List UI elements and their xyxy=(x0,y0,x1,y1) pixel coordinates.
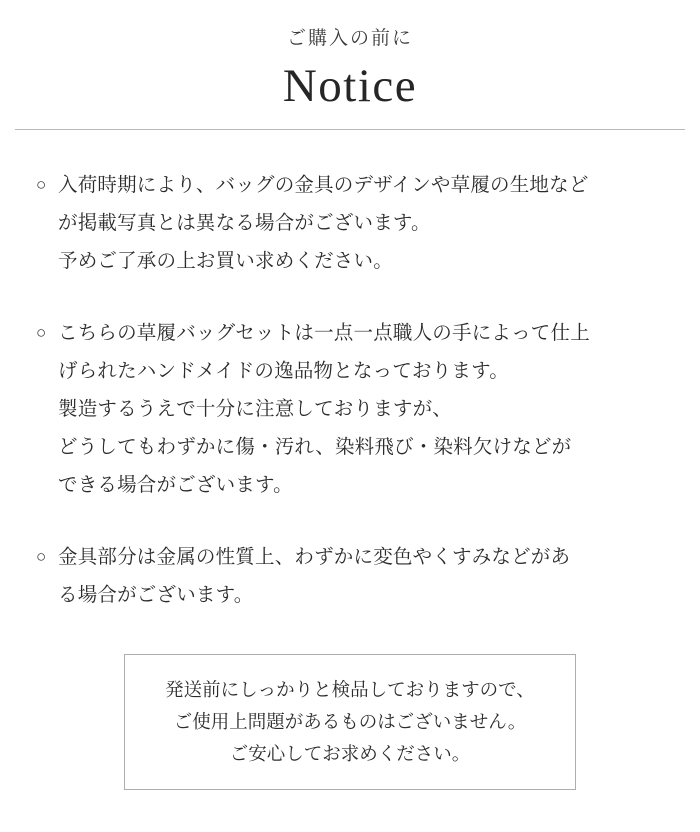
notice-line: る場合がございます。 xyxy=(58,584,254,607)
notice-line: げられたハンドメイドの逸品物となっております。 xyxy=(58,360,509,383)
assurance-line: ご安心してお求めください。 xyxy=(229,743,471,764)
assurance-box xyxy=(124,654,576,790)
circle-bullet-icon: ○ xyxy=(36,175,47,195)
header-divider xyxy=(15,129,685,130)
circle-bullet-icon: ○ xyxy=(36,323,47,343)
notice-line: 予めご了承の上お買い求めください。 xyxy=(58,250,393,273)
notice-line: 金具部分は金属の性質上、わずかに変色やくすみなどがあ xyxy=(58,546,571,569)
notice-line: どうしてもわずかに傷・汚れ、染料飛び・染料欠けなどが xyxy=(58,436,572,459)
notice-text xyxy=(58,538,656,614)
notice-line: が掲載写真とは異なる場合がございます。 xyxy=(58,212,431,235)
notice-line: 製造するうえで十分に注意しておりますが、 xyxy=(58,398,453,421)
header-subtitle: ご購入の前に xyxy=(286,28,413,49)
list-item xyxy=(36,538,656,614)
assurance-line: ご使用上問題があるものはございません。 xyxy=(173,711,527,732)
notice-text xyxy=(58,314,656,504)
notice-line: こちらの草履バッグセットは一点一点職人の手によって仕上 xyxy=(58,322,590,345)
list-item xyxy=(36,166,656,280)
notice-list xyxy=(36,166,656,614)
assurance-line: 発送前にしっかりと検品しておりますので、 xyxy=(165,679,535,700)
notice-text xyxy=(58,166,656,280)
page-header xyxy=(0,0,700,130)
page-title: Notice xyxy=(282,59,418,112)
notice-line: 入荷時期により、バッグの金具のデザインや草履の生地など xyxy=(58,174,589,197)
circle-bullet-icon: ○ xyxy=(36,547,47,567)
list-item xyxy=(36,314,656,504)
notice-line: できる場合がございます。 xyxy=(58,474,293,497)
